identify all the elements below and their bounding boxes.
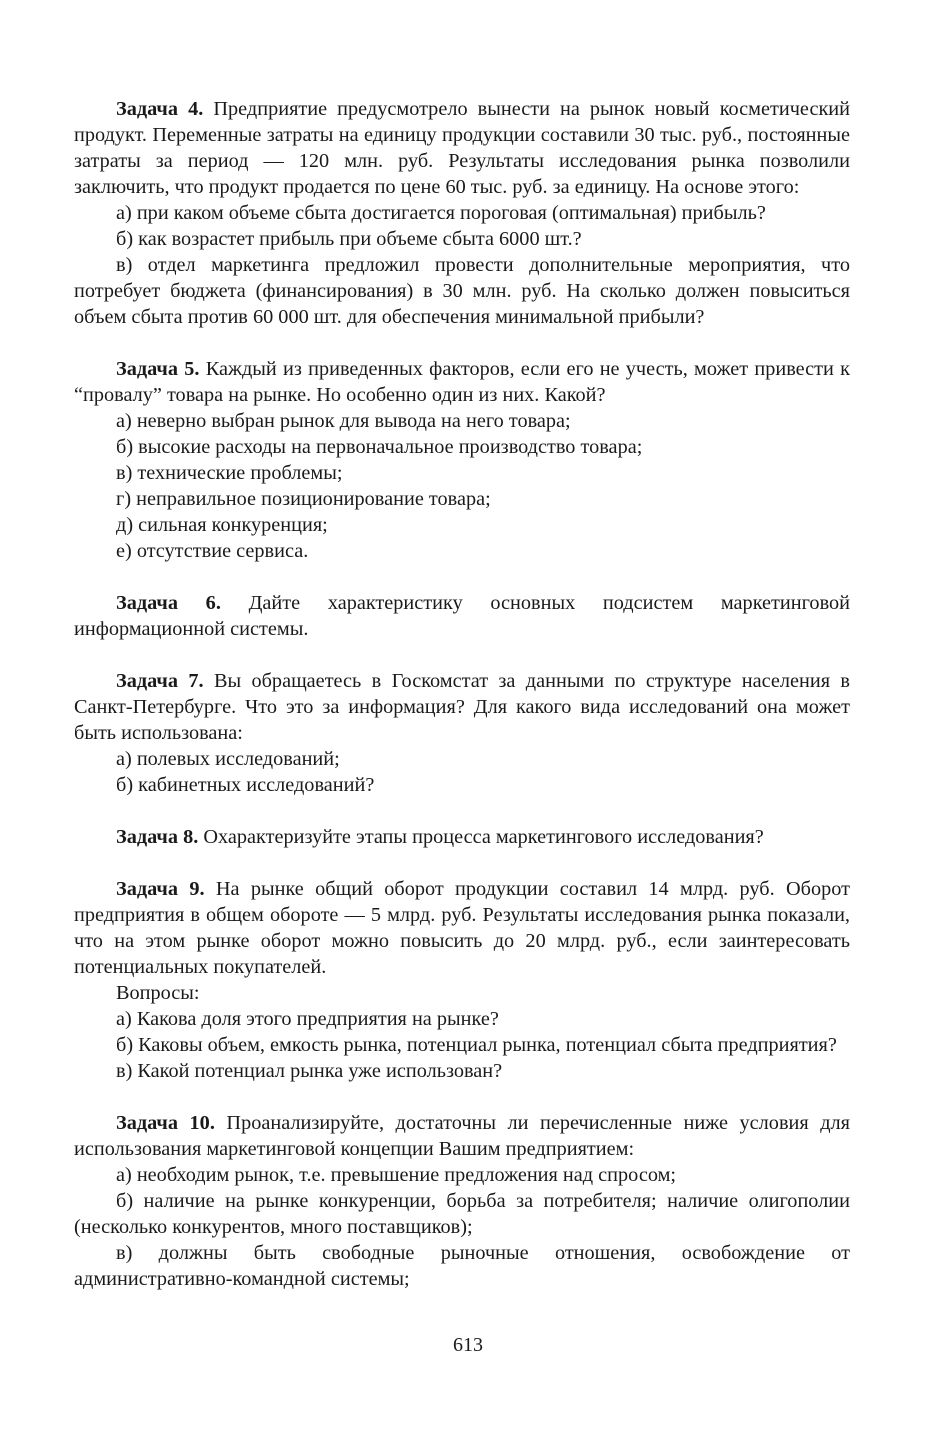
document-page	[74, 96, 850, 1318]
task-item: в) должны быть свободные рыночные отношения, освобождение от административно-командной системы;	[74, 1242, 850, 1290]
task-intro	[74, 876, 850, 980]
task-intro	[74, 824, 850, 850]
task-item: в) отдел маркетинга предложил провести дополнительные мероприятия, что потребует бюджета (финансирования) в 30 млн. руб. На сколько должен повыситься объем сбыта против 60 000 шт. для обеспечения минимальной прибыли?	[74, 254, 850, 328]
task-item: а) необходим рынок, т.е. превышение предложения над спросом;	[116, 1164, 677, 1186]
task-label: Задача 8.	[116, 826, 199, 848]
task-item: Вопросы:	[116, 982, 200, 1004]
task-5	[74, 356, 850, 564]
task-label: Задача 7.	[116, 670, 204, 692]
task-label: Задача 10.	[116, 1112, 215, 1134]
task-item: б) кабинетных исследований?	[116, 774, 375, 796]
task-item: г) неправильное позиционирование товара;	[116, 488, 491, 510]
task-8	[74, 824, 850, 850]
task-item: а) полевых исследований;	[116, 748, 340, 770]
task-item: д) сильная конкуренция;	[116, 514, 328, 536]
task-text: Проанализируйте, достаточны ли перечисленные ниже условия для использования маркетинговой концепции Вашим предприятием:	[74, 1112, 850, 1160]
task-text: Дайте характеристику основных подсистем маркетинговой информационной системы.	[74, 592, 851, 640]
page-number: 613	[453, 1334, 483, 1356]
task-item: е) отсутствие сервиса.	[116, 540, 309, 562]
task-label: Задача 6.	[116, 592, 221, 614]
task-9	[74, 876, 850, 1084]
task-intro	[74, 668, 850, 746]
task-intro	[74, 1110, 850, 1162]
task-item: б) высокие расходы на первоначальное производство товара;	[116, 436, 643, 458]
task-intro	[74, 356, 850, 408]
task-text: На рынке общий оборот продукции составил 14 млрд. руб. Оборот предприятия в общем обороте — 5 млрд. руб. Результаты исследования рынка показали, что на этом рынке оборот можно повысить до 20 млрд. руб., если заинтересовать потенциальных покупателей.	[74, 878, 850, 978]
task-item: б) как возрастет прибыль при объеме сбыта 6000 шт.?	[116, 228, 582, 250]
task-text: Предприятие предусмотрело вынести на рынок новый косметический продукт. Переменные затраты на единицу продукции составили 30 тыс. руб., постоянные затраты за период — 120 млн. руб. Результаты исследования рынка позволили заключить, что продукт продается по цене 60 тыс. руб. за единицу. На основе этого:	[74, 98, 851, 198]
task-item: б) наличие на рынке конкуренции, борьба за потребителя; наличие олигополии (несколько конкурентов, много поставщиков);	[74, 1190, 850, 1238]
task-item: а) неверно выбран рынок для вывода на него товара;	[116, 410, 571, 432]
task-intro	[74, 590, 850, 642]
task-4	[74, 96, 850, 330]
task-text: Вы обращаетесь в Госкомстат за данными по структуре населения в Санкт-Петербурге. Что это за информация? Для какого вида исследований она может быть использована:	[74, 670, 850, 744]
task-item: а) при каком объеме сбыта достигается пороговая (оптимальная) прибыль?	[116, 202, 766, 224]
task-text: Охарактеризуйте этапы процесса маркетингового исследования?	[203, 826, 764, 848]
task-item: б) Каковы объем, емкость рынка, потенциал рынка, потенциал сбыта предприятия?	[116, 1034, 837, 1056]
task-10	[74, 1110, 850, 1292]
task-text: Каждый из приведенных факторов, если его не учесть, может привести к “провалу” товара на рынке. Но особенно один из них. Какой?	[74, 358, 850, 406]
task-item: в) Какой потенциал рынка уже использован?	[116, 1060, 503, 1082]
task-intro	[74, 96, 850, 200]
task-label: Задача 4.	[116, 98, 204, 120]
task-label: Задача 9.	[116, 878, 205, 900]
task-item: а) Какова доля этого предприятия на рынке?	[116, 1008, 499, 1030]
task-item: в) технические проблемы;	[116, 462, 343, 484]
task-label: Задача 5.	[116, 358, 200, 380]
task-7	[74, 668, 850, 798]
task-6	[74, 590, 850, 642]
